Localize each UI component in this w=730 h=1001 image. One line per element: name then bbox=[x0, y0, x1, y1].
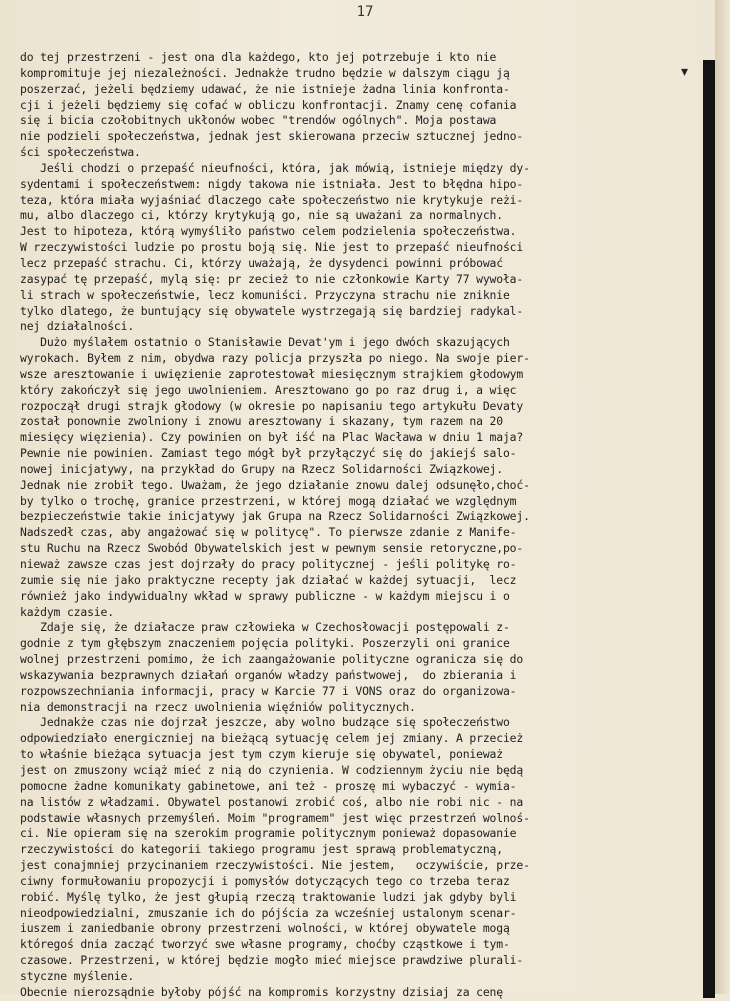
text-line: nie podzieli społeczeństwa, jednak jest skierowana przeciw sztucznej jedno- bbox=[20, 129, 524, 144]
text-line: Obecnie nierozsądnie byłoby pójść na kompromis korzystny dzisiaj za cenę bbox=[20, 984, 503, 999]
text-line: iuszem i zaniedbanie obrony przestrzeni wolności, w której obywatele mogą bbox=[20, 921, 510, 936]
text-line: mu, albo dlaczego ci, którzy krytykują go, nie są uważani za normalnych. bbox=[20, 208, 503, 223]
text-line: Nadszedł czas, aby angażować się w politycę". To pierwsze zdanie z Manife- bbox=[20, 525, 517, 540]
text-line: któregoś dnia zacząć tworzyć swe własne programy, choćby cząstkowe i tym- bbox=[20, 937, 510, 952]
page-edge-shadow bbox=[715, 0, 730, 994]
text-line: W rzeczywistości ludzie po prostu boją się. Nie jest to przepaść nieufności bbox=[20, 240, 524, 255]
text-line: wsze aresztowanie i uwięzienie zaprotestował miesięcznym strajkiem głodowym bbox=[20, 366, 524, 381]
text-line: rozpoczął drugi strajk głodowy (w okresie po napisaniu tego artykułu Devaty bbox=[20, 398, 524, 413]
text-line: Dużo myślałem ostatnio o Stanisławie Devat'ym i jego dwóch skazujących bbox=[20, 335, 510, 350]
text-line: odpowiedziało energiczniej na bieżącą sytuację celem jej zmiany. A przecież bbox=[20, 731, 524, 746]
text-line: tylko dlatego, że buntujący się obywatele wystrzegają się bardziej radykal- bbox=[20, 303, 524, 318]
text-line: by tylko o trochę, granice przestrzeni, w której mogą działać we względnym bbox=[20, 493, 517, 508]
text-line: jest on zmuszony wciąż mieć z nią do czynienia. W codziennym życiu nie będą bbox=[20, 762, 524, 777]
text-line: nieodpowiedzialni, zmuszanie ich do pójścia za wcześniej ustalonym scenar- bbox=[20, 905, 517, 920]
text-line: kompromituje jej niezależności. Jednakże trudno będzie w dalszym ciągu ją bbox=[20, 65, 510, 80]
text-line: nia demonstracji na rzecz uwolnienia więźniów politycznych. bbox=[20, 699, 416, 714]
text-line: do tej przestrzeni - jest ona dla każdego, kto jej potrzebuje i kto nie bbox=[20, 50, 497, 64]
text-line: cji i jeżeli będziemy się cofać w obliczu konfrontacji. Znamy cenę cofania bbox=[20, 97, 517, 112]
text-line: Jednak nie zrobił tego. Uważam, że jego działanie znowu dalej odsunęło,choć- bbox=[20, 477, 530, 492]
text-line: miesięcy więzienia). Czy powinien on był iść na Plac Wacława w dniu 1 maja? bbox=[20, 430, 524, 445]
text-line: to właśnie bieżąca sytuacja jest tym czym kieruje się obywatel, ponieważ bbox=[20, 747, 503, 762]
text-line: teza, która miała wyjaśniać dlaczego całe społeczeństwo nie krytykuje reżi- bbox=[20, 192, 524, 207]
text-line: robić. Myślę tylko, że jest głupią rzeczą traktowanie ludzi jak gdyby byli bbox=[20, 889, 517, 904]
text-line: sydentami i społeczeństwem: nigdy takowa nie istniała. Jest to błędna hipo- bbox=[20, 176, 524, 191]
text-line: został ponownie zwolniony i znowu aresztowany i skazany, tym razem na 20 bbox=[20, 414, 503, 429]
text-line: godnie z tym głębszym znaczeniem pojęcia polityki. Poszerzyli oni granice bbox=[20, 636, 510, 651]
margin-mark-icon: ▾ bbox=[681, 64, 689, 80]
body-text bbox=[20, 50, 702, 1001]
text-line: również jako indywidualny wkład w sprawy publiczne - w każdym miejscu i o bbox=[20, 588, 510, 603]
text-line: się i bicia czołobitnych ukłonów wobec "trendów ogólnych". Moja postawa bbox=[20, 113, 497, 128]
text-line: rzeczywistości do kategorii takiego programu jest sprawą problematyczną, bbox=[20, 842, 503, 857]
text-line: zasypać tę przepaść, mylą się: pr zecież to nie członkowie Karty 77 wywoła- bbox=[20, 271, 524, 286]
text-line: styczne myślenie. bbox=[20, 968, 135, 983]
text-line: li strach w społeczeństwie, lecz komuniści. Przyczyna strachu nie zniknie bbox=[20, 287, 510, 302]
text-line: wolnej przestrzeni pomimo, że ich zaangażowanie polityczne ogranicza się do bbox=[20, 652, 524, 667]
text-line: jest conajmniej przycinaniem rzeczywistości. Nie jestem, oczywiście, prze- bbox=[20, 858, 530, 873]
text-line: Jest to hipoteza, którą wymyśliło państwo celem podzielenia społeczeństwa. bbox=[20, 224, 517, 239]
text-line: zumie się nie jako praktyczne recepty jak działać w każdej sytuacji, lecz bbox=[20, 572, 517, 587]
binding-margin-rule bbox=[703, 60, 715, 998]
page-number: 17 bbox=[356, 4, 374, 20]
text-line: nej działalności. bbox=[20, 319, 135, 334]
text-line: Zdaje się, że działacze praw człowieka w Czechosłowacji postępowali z- bbox=[20, 620, 510, 635]
text-line: każdym czasie. bbox=[20, 604, 114, 619]
text-line: wskazywania bezprawnych działań organów władzy państwowej, do zbierania i bbox=[20, 667, 517, 682]
text-line: Jednakże czas nie dojrzał jeszcze, aby wolno budzące się społeczeństwo bbox=[20, 715, 510, 730]
text-line: podstawie własnych przemyśleń. Moim "programem" jest więc przestrzeń wolnoś- bbox=[20, 810, 530, 825]
text-line: poszerzać, jeżeli będziemy udawać, że nie istnieje żadna linia konfronta- bbox=[20, 81, 510, 96]
text-line: czasowe. Przestrzeni, w której będzie mogło mieć miejsce prawdziwe plurali- bbox=[20, 953, 524, 968]
text-line: ści społeczeństwa. bbox=[20, 145, 141, 160]
text-line: rozpowszechniania informacji, pracy w Karcie 77 i VONS oraz do organizowa- bbox=[20, 683, 517, 698]
text-line: nowej inicjatywy, na przykład do Grupy na Rzecz Solidarności Związkowej. bbox=[20, 461, 503, 476]
text-line: który zakończył się jego uwolnieniem. Aresztowano go po raz drug i, a więc bbox=[20, 382, 517, 397]
text-line: lecz przepaść strachu. Ci, którzy uważają, że dysydenci powinni próbować bbox=[20, 255, 503, 270]
text-line: Jeśli chodzi o przepaść nieufności, która, jak mówią, istnieje między dy- bbox=[20, 160, 530, 175]
text-line: wyrokach. Byłem z nim, obydwa razy policja przyszła po niego. Na swoje pier- bbox=[20, 351, 530, 366]
text-line: nieważ zawsze czas jest dojrzały do pracy politycznej - jeśli politykę ro- bbox=[20, 557, 517, 571]
text-line: na listów z władzami. Obywatel postanowi zrobić coś, albo nie robi nic - na bbox=[20, 794, 524, 809]
text-line: pomocne żadne komunikaty gabinetowe, ani też - proszę mi wybaczyć - wymia- bbox=[20, 778, 517, 793]
text-line: bezpieczeństwie takie inicjatywy jak Grupa na Rzecz Solidarności Związkowej. bbox=[20, 509, 530, 524]
text-line: ci. Nie opieram się na szerokim programie politycznym ponieważ dopasowanie bbox=[20, 826, 517, 841]
text-line: stu Ruchu na Rzecz Swobód Obywatelskich jest w pewnym sensie retoryczne,po- bbox=[20, 541, 524, 556]
text-line: ciwny formułowaniu propozycji i pomysłów dotyczących tego co trzeba teraz bbox=[20, 873, 510, 888]
text-line: Pewnie nie powinien. Zamiast tego mógł był przyłączyć się do jakiejś salo- bbox=[20, 446, 517, 461]
